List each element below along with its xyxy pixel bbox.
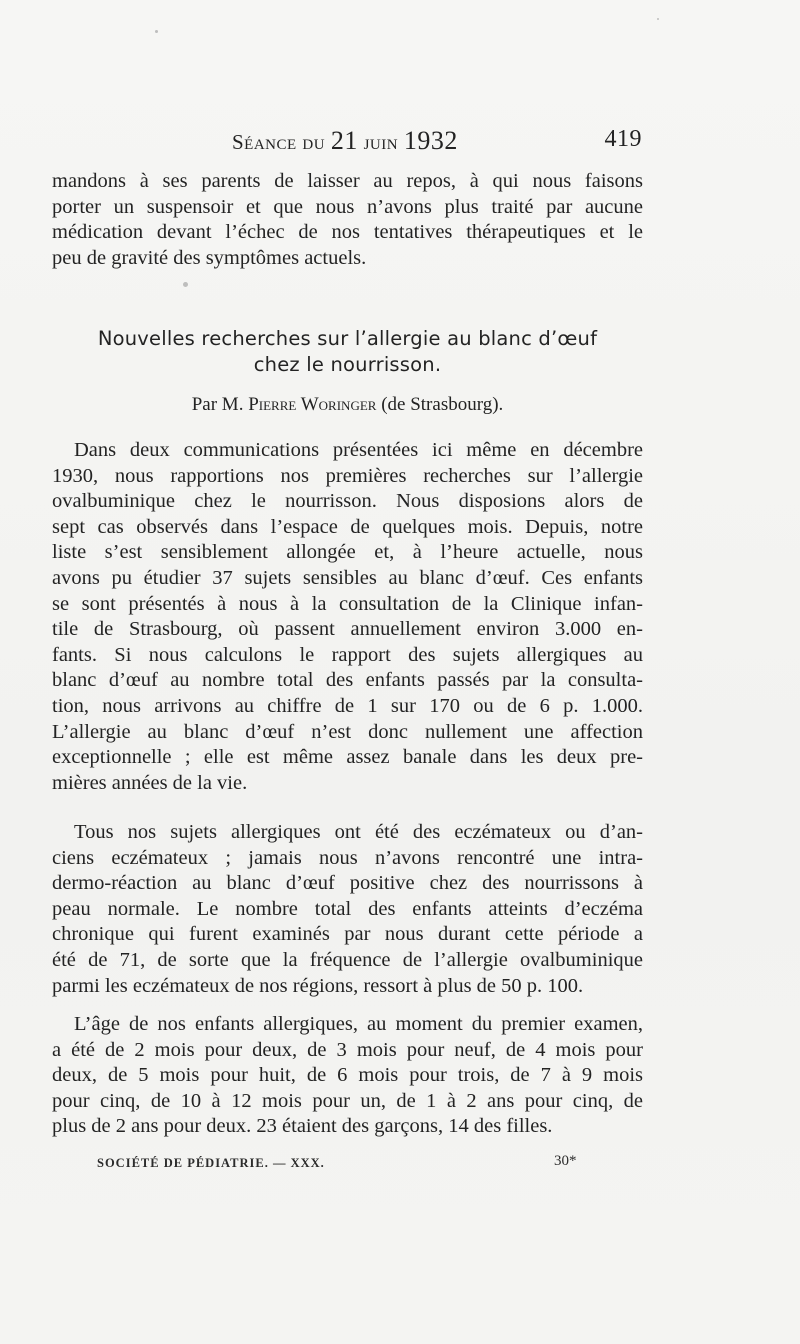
text-line: Dans deux communications présentées ici même en décembre	[74, 439, 643, 461]
text-line: ciens eczémateux ; jamais nous n’avons rencontré une intra-	[52, 846, 643, 869]
page-number: 419	[604, 126, 642, 152]
text-line: plus de 2 ans pour deux. 23 étaient des garçons, 14 des filles.	[52, 1115, 553, 1138]
article-byline	[52, 394, 643, 416]
text-line: peau normale. Le nombre total des enfants atteints d’eczéma	[52, 897, 643, 920]
text-line: sept cas observés dans l’espace de quelques mois. Depuis, notre	[52, 515, 643, 538]
text-line: avons pu étudier 37 sujets sensibles au blanc d’œuf. Ces enfants	[52, 566, 643, 589]
text-line: a été de 2 mois pour deux, de 3 mois pour neuf, de 4 mois pour	[52, 1038, 643, 1061]
running-head-prefix: Séance du	[232, 130, 326, 154]
text-line: tion, nous arrivons au chiffre de 1 sur 170 ou de 6 p. 1.000.	[52, 694, 643, 717]
running-head-title	[232, 126, 458, 156]
text-line: L’allergie au blanc d’œuf n’est donc nullement une affection	[52, 720, 643, 743]
footer-journal: SOCIÉTÉ DE PÉDIATRIE. — XXX.	[97, 1156, 325, 1170]
dust-speck	[155, 30, 158, 33]
article-title-line: Nouvelles recherches sur l’allergie au blanc d’œuf	[97, 327, 598, 350]
article-title	[52, 326, 643, 378]
continuation-paragraph	[52, 169, 643, 271]
dust-speck	[183, 282, 188, 287]
text-line: médication devant l’échec de nos tentatives thérapeutiques et le	[52, 221, 643, 244]
text-line: peu de gravité des symptômes actuels.	[52, 246, 367, 269]
author-name: Pierre Woringer	[248, 394, 377, 415]
byline-prefix: Par M.	[191, 394, 244, 415]
paragraph-3	[52, 1012, 643, 1140]
text-line: liste s’est sensiblement allongée et, à l’heure actuelle, nous	[52, 541, 643, 564]
text-line: porter un suspensoir et que nous n’avons plus traité par aucune	[52, 195, 643, 218]
text-line: fants. Si nous calculons le rapport des sujets allergiques au	[52, 643, 643, 666]
dust-speck	[657, 18, 659, 20]
text-line: parmi les eczémateux de nos régions, ressort à plus de 50 p. 100.	[52, 974, 584, 997]
running-head-year: 1932	[403, 126, 458, 155]
text-line: chronique qui furent examinés par nous durant cette période a	[52, 923, 643, 946]
text-line: L’âge de nos enfants allergiques, au moment du premier examen,	[74, 1013, 643, 1035]
text-line: Tous nos sujets allergiques ont été des eczémateux ou d’an-	[74, 821, 643, 843]
text-line: dermo-réaction au blanc d’œuf positive chez des nourrissons à	[52, 872, 643, 895]
text-line: ovalbuminique chez le nourrisson. Nous disposions alors de	[52, 490, 643, 513]
running-head-day: 21	[330, 126, 358, 155]
text-line: deux, de 5 mois pour huit, de 6 mois pour trois, de 7 à 9 mois	[52, 1064, 643, 1087]
footer-signature: 30*	[554, 1153, 577, 1169]
text-line: mières années de la vie.	[52, 771, 248, 794]
article-title-line: chez le nourrisson.	[253, 353, 442, 376]
text-line: se sont présentés à nous à la consultation de la Clinique infan-	[52, 592, 643, 615]
text-line: été de 71, de sorte que la fréquence de l’allergie ovalbuminique	[52, 948, 643, 971]
paragraph-2	[52, 820, 643, 999]
text-line: mandons à ses parents de laisser au repos, à qui nous faisons	[52, 170, 643, 192]
text-line: 1930, nous rapportions nos premières recherches sur l’allergie	[52, 464, 643, 487]
running-head-month: juin	[363, 130, 399, 154]
paragraph-1	[52, 438, 643, 796]
text-line: tile de Strasbourg, où passent annuellement environ 3.000 en-	[52, 618, 643, 641]
author-affiliation: (de Strasbourg).	[381, 394, 504, 415]
text-line: exceptionnelle ; elle est même assez banale dans les deux pre-	[52, 746, 643, 769]
running-head	[52, 126, 642, 156]
text-line: blanc d’œuf au nombre total des enfants passés par la consulta-	[52, 669, 643, 692]
text-line: pour cinq, de 10 à 12 mois pour un, de 1 à 2 ans pour cinq, de	[52, 1089, 643, 1112]
